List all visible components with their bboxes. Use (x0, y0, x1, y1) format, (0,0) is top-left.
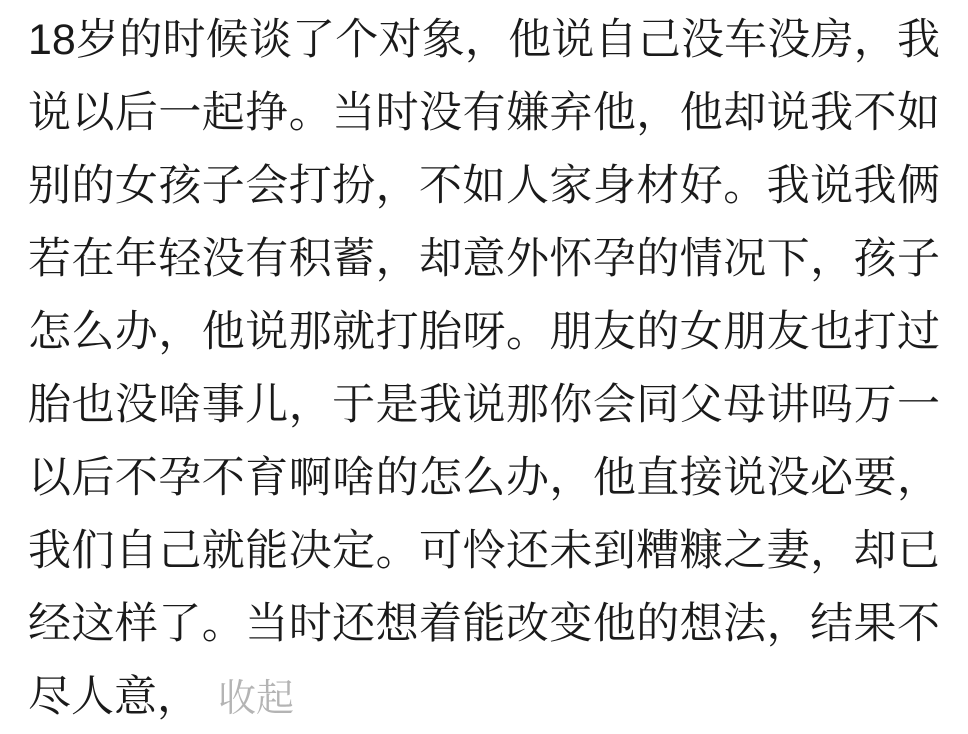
post-last-line-text: 尽人意， (28, 673, 200, 721)
post-line: 说以后一起挣。当时没有嫌弃他，他却说我不如 (28, 89, 940, 137)
post-line: 别的女孩子会打扮，不如人家身材好。我说我俩 (28, 162, 940, 210)
post-line: 我们自己就能决定。可怜还未到糟糠之妻，却已 (28, 527, 940, 575)
post-last-line (28, 661, 940, 734)
post-line: 若在年轻没有积蓄，却意外怀孕的情况下，孩子 (28, 235, 940, 283)
post-line: 怎么办，他说那就打胎呀。朋友的女朋友也打过 (28, 308, 940, 356)
post-line: 以后不孕不育啊啥的怎么办，他直接说没必要， (28, 454, 940, 502)
collapse-link[interactable]: 收起 (218, 678, 295, 720)
post-line: 经这样了。当时还想着能改变他的想法，结果不 (28, 600, 940, 648)
post-line: 18岁的时候谈了个对象，他说自己没车没房，我 (28, 16, 940, 64)
post-line: 胎也没啥事儿，于是我说那你会同父母讲吗万一 (28, 381, 940, 429)
